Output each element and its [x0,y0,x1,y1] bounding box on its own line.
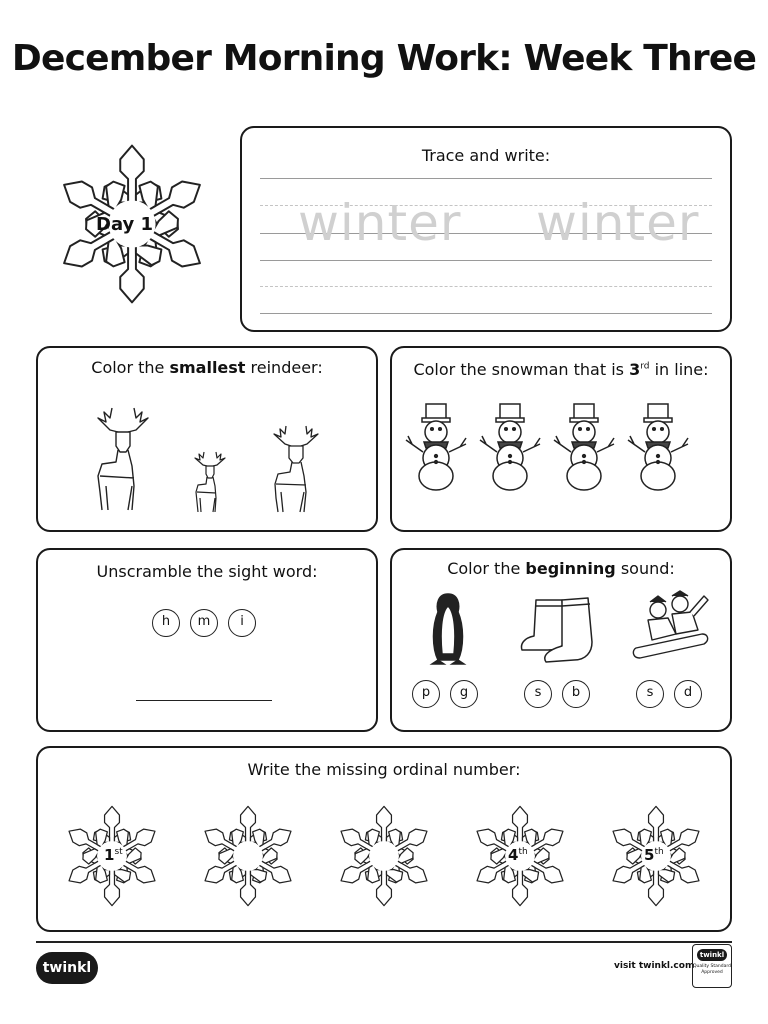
ordinal-label: 1st [104,846,123,864]
beginning-heading: Color the beginning sound: [447,559,675,578]
badge-title: twinkl [697,949,727,961]
unscramble-box [36,548,378,732]
trace-heading: Trace and write: [421,146,551,165]
sound-choice[interactable]: p [412,680,440,708]
twinkl-logo[interactable]: twinkl [36,952,98,984]
sound-choice[interactable]: b [562,680,590,708]
ordinal-heading: Write the missing ordinal number: [247,760,521,779]
day-label: Day 1 [96,214,154,235]
snowman-heading: Color the snowman that is 3rd in line: [413,360,709,379]
trace-and-write-box [240,126,732,332]
reindeer-heading: Color the smallest reindeer: [91,358,323,377]
guide-line [260,313,712,314]
badge-subtitle: Quality Standard Approved [693,964,731,975]
letter-circle: h [152,609,180,637]
page-title: December Morning Work: Week Three [11,38,757,79]
guide-line [260,178,712,179]
sled-icon [632,592,710,666]
letter-circle: i [228,609,256,637]
answer-line[interactable] [136,700,272,701]
footer-divider [36,941,732,943]
snowman-icon[interactable] [628,404,688,490]
letter-circle: m [190,609,218,637]
reindeer-icon [266,424,326,512]
sound-choice[interactable]: s [524,680,552,708]
guide-line [260,286,712,287]
sound-choice[interactable]: s [636,680,664,708]
sound-choice[interactable]: d [674,680,702,708]
boots-icon [518,594,604,666]
ordinal-label: 5th [644,846,664,864]
reindeer-icon [190,450,230,512]
reindeer-icon [88,406,158,510]
snowmen-group [392,348,734,534]
snowman-icon[interactable] [406,404,466,490]
snowman-icon[interactable] [480,404,540,490]
sound-choice[interactable]: g [450,680,478,708]
ordinal-label: 4th [508,846,528,864]
snowflake-icon [322,792,446,920]
snowflake-icon [186,792,310,920]
penguin-icon [428,592,468,668]
visit-link[interactable]: visit twinkl.com [614,961,695,971]
smallest-reindeer-box [36,346,378,532]
trace-word: winter [536,194,700,252]
trace-word: winter [298,194,462,252]
quality-badge [692,944,732,988]
guide-line [260,260,712,261]
unscramble-heading: Unscramble the sight word: [96,562,318,581]
snowman-icon[interactable] [554,404,614,490]
third-snowman-box [390,346,732,532]
